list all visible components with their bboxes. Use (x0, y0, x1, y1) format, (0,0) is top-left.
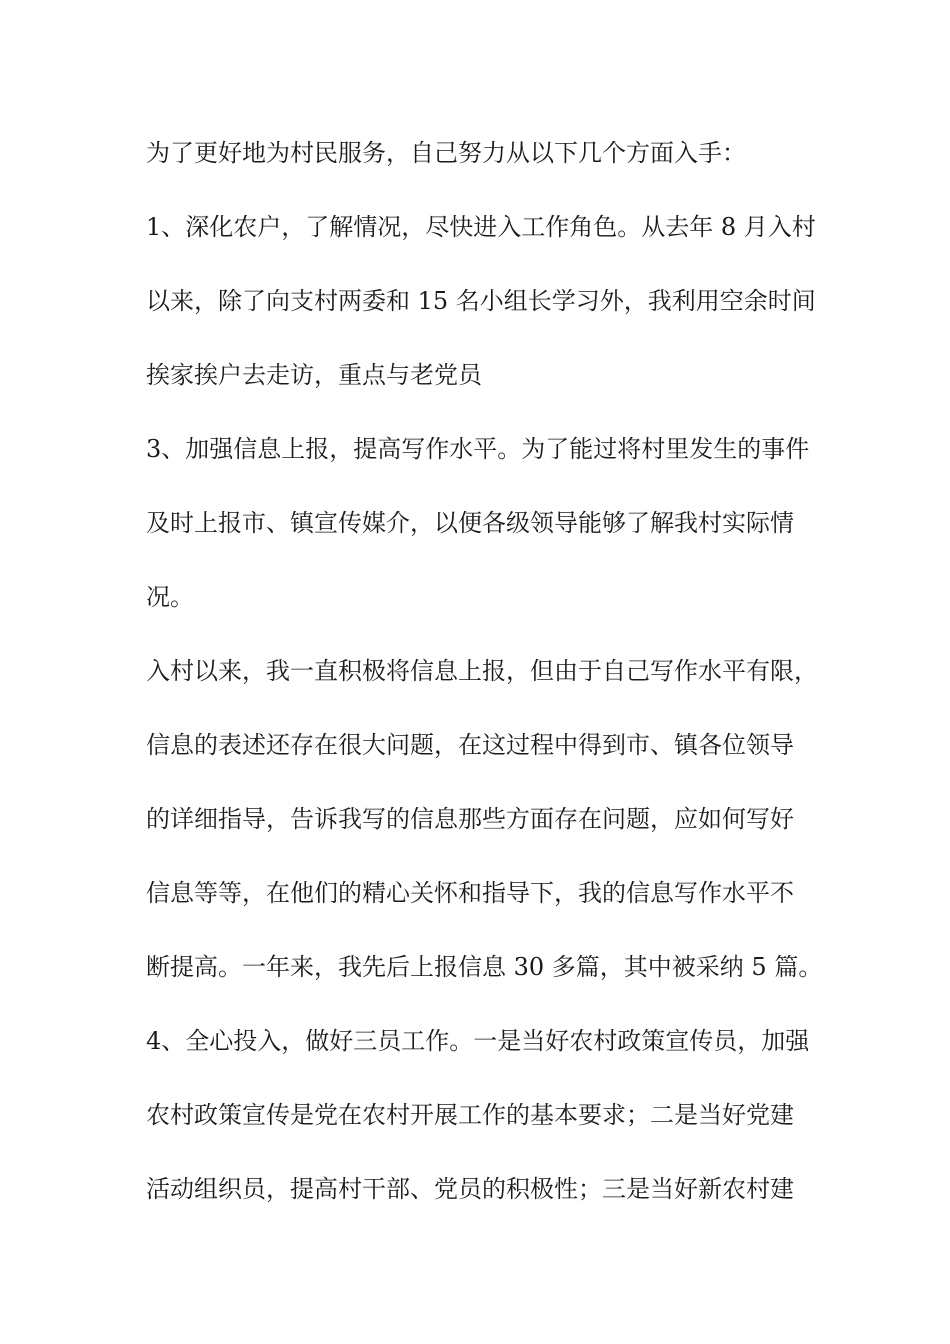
text-line: 信息等等，在他们的精心关怀和指导下，我的信息写作水平不 (146, 879, 794, 907)
text-line: 以来，除了向支村两委和 15 名小组长学习外，我利用空余时间 (146, 287, 816, 315)
text-line: 断提高。一年来，我先后上报信息 30 多篇，其中被采纳 5 篇。 (146, 953, 823, 981)
text-line: 及时上报市、镇宣传媒介，以便各级领导能够了解我村实际情 (146, 509, 794, 537)
text-line: 况。 (146, 583, 194, 611)
text-line: 入村以来，我一直积极将信息上报，但由于自己写作水平有限， (146, 657, 818, 685)
text-line: 挨家挨户去走访，重点与老党员 (146, 361, 482, 389)
text-line: 农村政策宣传是党在农村开展工作的基本要求；二是当好党建 (146, 1101, 794, 1129)
text-line: 1、深化农户，了解情况，尽快进入工作角色。从去年 8 月入村 (146, 213, 816, 241)
text-line: 4、全心投入，做好三员工作。一是当好农村政策宣传员，加强 (146, 1027, 810, 1055)
text-line: 信息的表述还存在很大问题，在这过程中得到市、镇各位领导 (146, 731, 794, 759)
text-line: 的详细指导，告诉我写的信息那些方面存在问题，应如何写好 (146, 805, 794, 833)
text-line: 活动组织员，提高村干部、党员的积极性；三是当好新农村建 (146, 1175, 794, 1203)
text-line: 为了更好地为村民服务，自己努力从以下几个方面入手： (146, 139, 746, 167)
text-line: 3、加强信息上报，提高写作水平。为了能过将村里发生的事件 (146, 435, 810, 463)
